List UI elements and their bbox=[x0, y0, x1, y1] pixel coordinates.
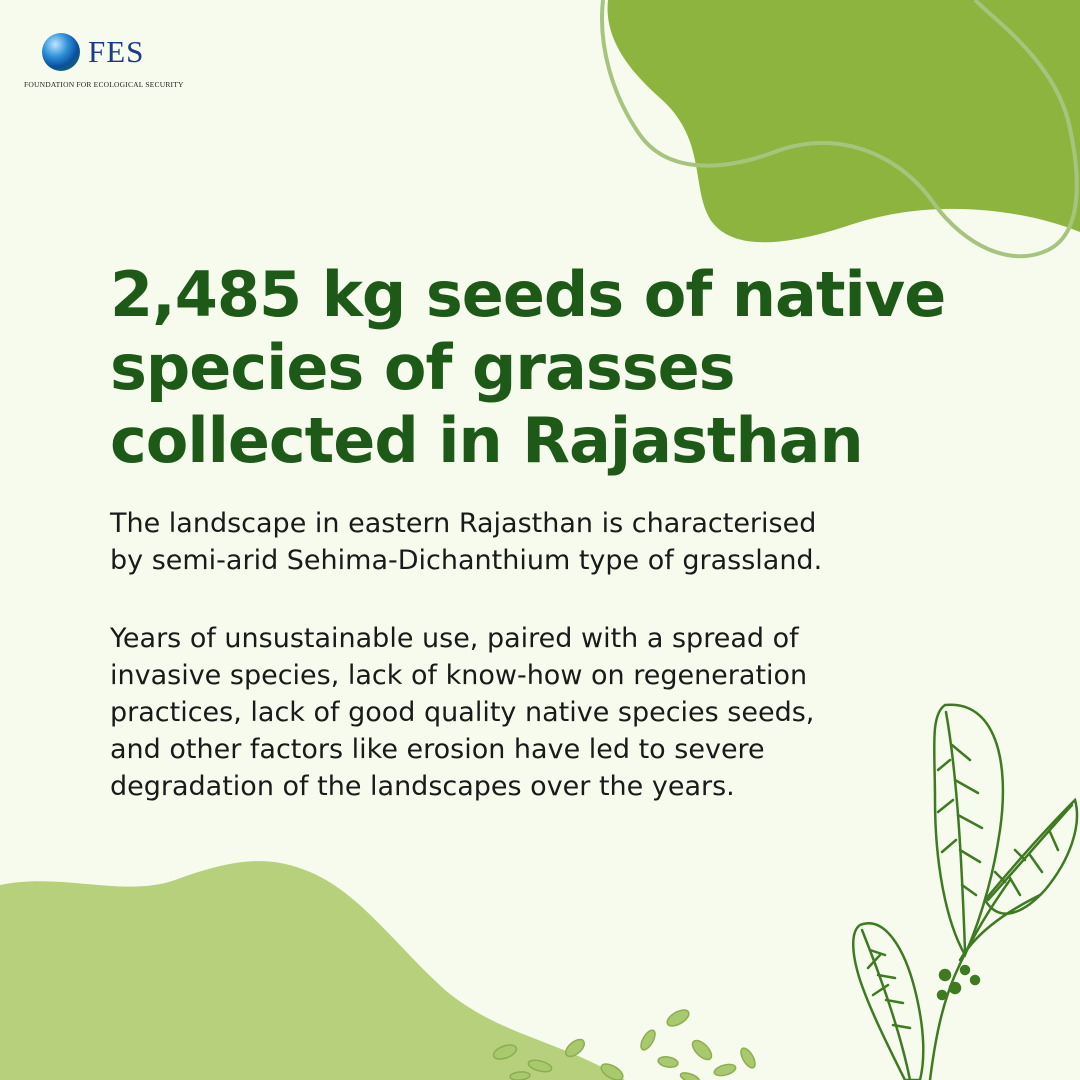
intro-paragraph bbox=[110, 505, 970, 579]
top-right-blob bbox=[608, 0, 1080, 242]
logo-name: FES bbox=[88, 34, 145, 69]
detail-line-5: degradation of the landscapes over the years. bbox=[110, 771, 735, 802]
intro-line-1: The landscape in eastern Rajasthan is characterised bbox=[110, 508, 817, 539]
headline-line-3: collected in Rajasthan bbox=[110, 404, 863, 477]
intro-line-2: by semi-arid Sehima-Dichanthium type of grassland. bbox=[110, 545, 823, 576]
globe-icon bbox=[42, 33, 80, 71]
detail-line-1: Years of unsustainable use, paired with a spread of bbox=[110, 623, 799, 654]
logo-subtitle: FOUNDATION FOR ECOLOGICAL SECURITY bbox=[24, 80, 184, 89]
headline bbox=[110, 258, 970, 477]
bottom-left-blob bbox=[0, 861, 625, 1080]
detail-paragraph bbox=[110, 620, 970, 805]
detail-line-3: practices, lack of good quality native species seeds, bbox=[110, 697, 815, 728]
detail-line-2: invasive species, lack of know-how on regeneration bbox=[110, 660, 808, 691]
headline-line-2: species of grasses bbox=[110, 331, 735, 404]
headline-line-1: 2,485 kg seeds of native bbox=[110, 258, 946, 331]
detail-line-4: and other factors like erosion have led to severe bbox=[110, 734, 765, 765]
fes-logo bbox=[22, 30, 184, 92]
